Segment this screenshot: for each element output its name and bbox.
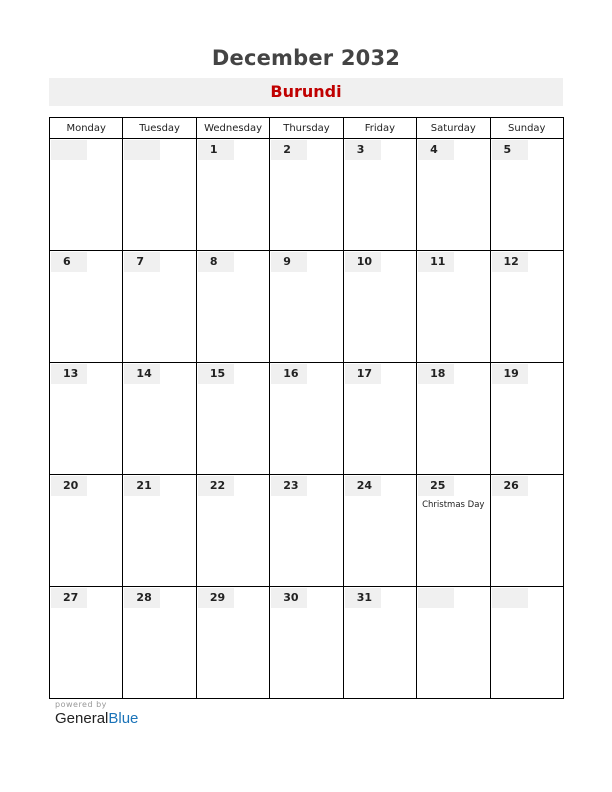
day-number: 21	[124, 476, 160, 496]
day-cell	[50, 475, 123, 587]
day-cell	[123, 475, 196, 587]
day-cell	[50, 251, 123, 363]
brand-general: General	[55, 710, 109, 727]
day-number: 22	[198, 476, 234, 496]
day-number: 24	[345, 476, 381, 496]
day-cell	[417, 587, 490, 699]
day-cell	[196, 475, 269, 587]
day-number: 8	[198, 252, 234, 272]
day-cell	[490, 251, 563, 363]
day-number: 11	[418, 252, 454, 272]
generalblue-logo[interactable]	[55, 710, 138, 727]
day-cell	[270, 475, 343, 587]
powered-by-text: powered by	[55, 700, 107, 709]
weekday-friday: Friday	[343, 118, 416, 139]
day-cell	[196, 139, 269, 251]
weekday-tuesday: Tuesday	[123, 118, 196, 139]
day-number	[51, 140, 87, 160]
day-number: 30	[271, 588, 307, 608]
day-number: 3	[345, 140, 381, 160]
day-number: 7	[124, 252, 160, 272]
week-row	[50, 251, 564, 363]
calendar-grid	[49, 117, 564, 699]
week-row	[50, 587, 564, 699]
week-row	[50, 139, 564, 251]
day-cell	[343, 363, 416, 475]
country-name: Burundi	[270, 82, 342, 101]
footer-branding	[55, 700, 138, 727]
day-number: 23	[271, 476, 307, 496]
day-cell	[490, 475, 563, 587]
day-cell	[417, 475, 490, 587]
day-number: 15	[198, 364, 234, 384]
day-cell	[270, 587, 343, 699]
day-number	[418, 588, 454, 608]
day-number: 31	[345, 588, 381, 608]
week-row	[50, 475, 564, 587]
weekday-saturday: Saturday	[417, 118, 490, 139]
weekday-header-row	[50, 118, 564, 139]
day-cell	[343, 587, 416, 699]
day-number: 19	[492, 364, 528, 384]
day-number: 27	[51, 588, 87, 608]
brand-blue: Blue	[108, 710, 139, 727]
day-cell	[343, 251, 416, 363]
day-cell	[123, 587, 196, 699]
day-cell	[123, 251, 196, 363]
day-number	[492, 588, 528, 608]
day-cell	[123, 139, 196, 251]
day-cell	[343, 139, 416, 251]
day-cell	[196, 251, 269, 363]
day-number: 14	[124, 364, 160, 384]
day-cell	[196, 363, 269, 475]
day-number: 6	[51, 252, 87, 272]
day-number: 13	[51, 364, 87, 384]
page-title: December 2032	[211, 46, 401, 70]
day-cell	[50, 139, 123, 251]
weekday-thursday: Thursday	[270, 118, 343, 139]
day-number: 20	[51, 476, 87, 496]
day-number: 18	[418, 364, 454, 384]
day-cell	[417, 251, 490, 363]
country-banner	[49, 78, 563, 106]
weekday-sunday: Sunday	[490, 118, 563, 139]
day-number	[124, 140, 160, 160]
day-cell	[123, 363, 196, 475]
day-number: 25	[418, 476, 454, 496]
day-cell	[417, 139, 490, 251]
day-cell	[50, 363, 123, 475]
day-number: 4	[418, 140, 454, 160]
day-number: 5	[492, 140, 528, 160]
day-cell	[270, 363, 343, 475]
day-number: 12	[492, 252, 528, 272]
day-number: 17	[345, 364, 381, 384]
week-row	[50, 363, 564, 475]
day-number: 1	[198, 140, 234, 160]
day-cell	[50, 587, 123, 699]
day-cell	[270, 251, 343, 363]
day-cell	[196, 587, 269, 699]
day-number: 2	[271, 140, 307, 160]
weekday-wednesday: Wednesday	[196, 118, 269, 139]
day-number: 10	[345, 252, 381, 272]
day-number: 28	[124, 588, 160, 608]
day-number: 26	[492, 476, 528, 496]
day-cell	[270, 139, 343, 251]
day-cell	[417, 363, 490, 475]
day-cell	[343, 475, 416, 587]
weekday-monday: Monday	[50, 118, 123, 139]
day-number: 9	[271, 252, 307, 272]
day-cell	[490, 139, 563, 251]
day-number: 16	[271, 364, 307, 384]
holiday-label: Christmas Day	[422, 500, 485, 510]
day-number: 29	[198, 588, 234, 608]
day-cell	[490, 587, 563, 699]
day-cell	[490, 363, 563, 475]
